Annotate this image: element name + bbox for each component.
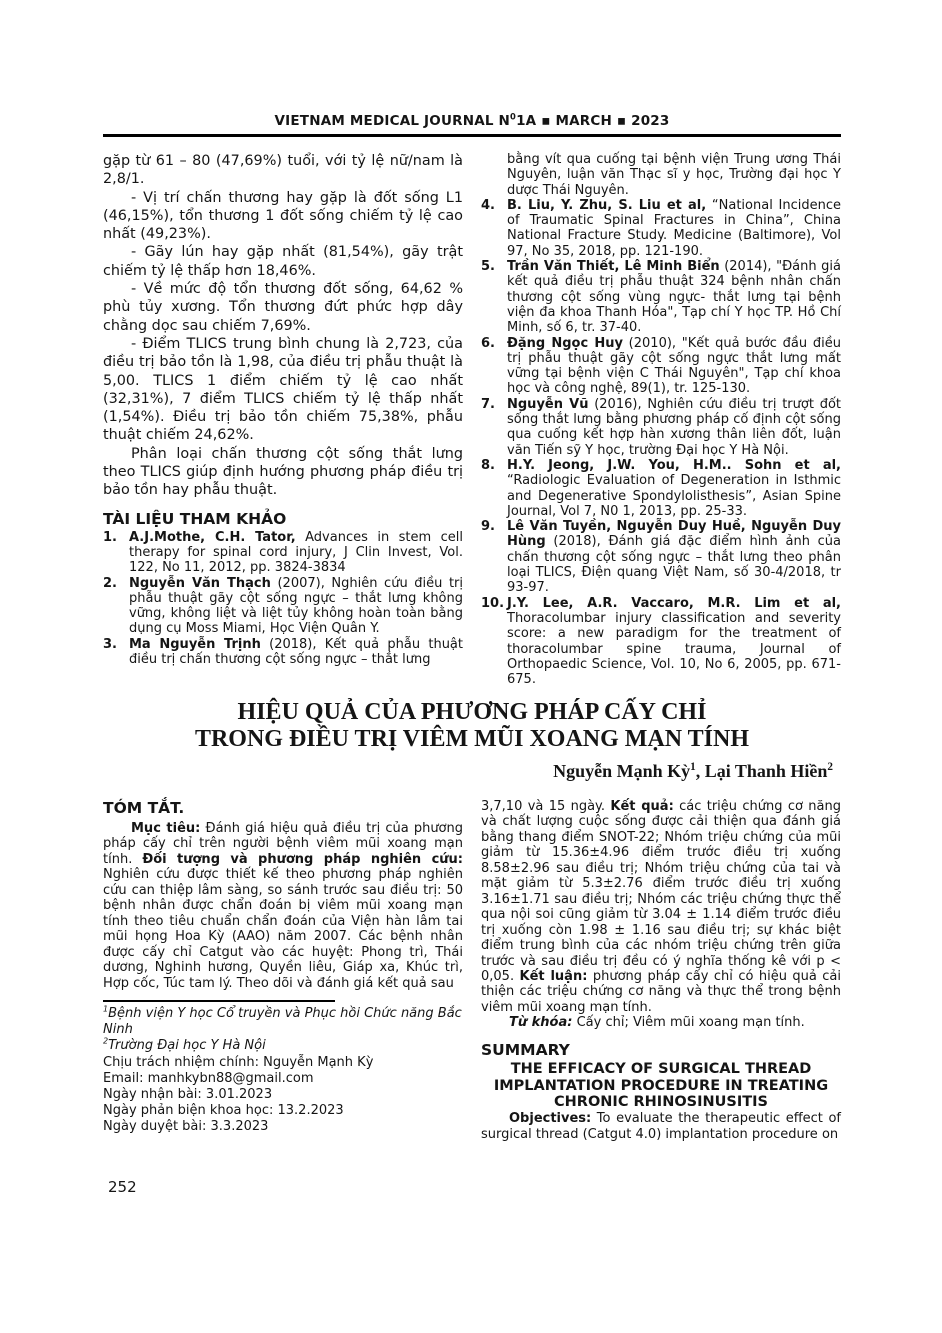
column-right xyxy=(481,799,841,1142)
reference-text: B. Liu, Y. Zhu, S. Liu et al, “National Incidence of Traumatic Spinal Fractures in China”, China National Fracture Study. Medicine (Baltimore), Vol 97, No 35, 2018, pp. 121-190. xyxy=(507,197,842,259)
reference-text: Nguyễn Vũ (2016), Nghiên cứu điều trị trượt đốt sống thắt lưng bằng phương pháp cố định cột sống qua cuống kết hợp hàn xương thân liên đốt, luận văn Tiến sỹ Y học, trường Đại học Y Hà Nội. xyxy=(507,396,841,458)
abstract-vi-part1: Mục tiêu: Đánh giá hiệu quả điều trị của phương pháp cấy chỉ trên người bệnh viêm mũi xoang mạn tính. Đối tượng và phương pháp nghiên cứu: Nghiên cứu được thiết kế theo phương pháp nghiên cứu can thiệp lâm sàng, so sánh trước sau điều trị: 50 bệnh nhân được chẩn đoán bị viêm mũi xoang mạn tính theo tiêu chuẩn chẩn đoán của Viện hàn lâm tai mũi họng Hoa Kỳ (AAO) năm 2007. Các bệnh nhân được cấy chỉ Catgut vào các huyệt: Phong trì, Thái dương, Nghinh hương, Quyền liêu, Giáp xa, Khúc trì, Hợp cốc, Túc tam lý. Theo dõi và đánh giá kết quả sau xyxy=(103,821,463,991)
references-heading: TÀI LIỆU THAM KHẢO xyxy=(103,509,287,528)
references-section xyxy=(103,152,841,687)
reference-text: Trần Văn Thiết, Lê Minh Biển (2014), "Đánh giá kết quả điều trị phẫu thuật 324 bệnh nhân chấn thương cột sống vùng ngực- thắt lưng tại bệnh viện đa khoa Thanh Hóa", Tạp chí Y học TP. Hồ Chí Minh, số 6, tr. 37-40. xyxy=(507,259,841,336)
reference-text: Đặng Ngọc Huy (2010), "Kết quả bước đầu điều trị phẫu thuật gãy cột sống ngực thắt lưng mất vững tại bệnh viện C Thái Nguyên", Tạp chí khoa học và công nghệ, 89(1), tr. 125-130. xyxy=(507,335,841,397)
reference-number: 8. xyxy=(481,457,495,473)
reference-number: 3. xyxy=(103,636,117,652)
summary-title-en: THE EFFICACY OF SURGICAL THREAD IMPLANTATION PROCEDURE IN TREATING CHRONIC RHINOSINUSITIS xyxy=(493,1060,829,1111)
reference-item xyxy=(481,397,841,458)
paragraph: - Về mức độ tổn thương đốt sống, 64,62 % phù tủy xương. Tổn thương đứt phức hợp dây chằng dọc sau chiếm 7,69%. xyxy=(103,281,463,334)
reference-item xyxy=(103,530,463,576)
abstract-section xyxy=(103,799,841,1142)
reference-item xyxy=(481,336,841,397)
footnote-accepted-date: Ngày duyệt bài: 3.3.2023 xyxy=(103,1119,269,1135)
column-left xyxy=(103,152,463,687)
abstract-vi-part2: 3,7,10 và 15 ngày. Kết quả: các triệu chứng cơ năng và chất lượng cuộc sống được cải thiện qua đánh giá bằng thang điểm SNOT-22; Nhóm triệu chứng của mũi giảm từ 15.36±4.96 điểm trước điều trị xuống 8.58±2.96 sau điều trị; Nhóm triệu chứng của tai và mặt giảm từ 5.3±2.76 điểm trước điều trị xuống 3.16±1.71 sau điều trị; Nhóm các triệu chứng thực thể qua nội soi cũng giảm từ 3.04 ± 1.14 điểm trước điều trị xuống còn 1.98 ± 1.16 sau điều trị; sự khác biệt điểm trung bình của các nhóm triệu chứng trên giữa trước và sau điều trị đều có ý nghĩa thống kê với p < 0,05. Kết luận: phương pháp cấy chỉ có hiệu quả cải thiện các triệu chứng cơ năng và thực thể trong bệnh viêm mũi xoang mạn tính. xyxy=(481,799,842,1015)
reference-text: Lê Văn Tuyền, Nguyễn Duy Huề, Nguyễn Duy Hùng (2018), Đánh giá đặc điểm hình ảnh của chấn thương cột sống ngực – thắt lưng theo phân loại TLICS, Điện quang Việt Nam, số 30-4/2018, tr 93-97. xyxy=(507,519,841,596)
abstract-en: Objectives: To evaluate the therapeutic effect of surgical thread (Catgut 4.0) implantation procedure on xyxy=(481,1111,841,1142)
article-title xyxy=(103,699,841,753)
article-title-line2: TRONG ĐIỀU TRỊ VIÊM MŨI XOANG MẠN TÍNH xyxy=(194,726,750,752)
reference-item xyxy=(103,637,463,668)
reference-text: H.Y. Jeong, J.W. You, H.M.. Sohn et al, “Radiologic Evaluation of Degeneration in Isthmic and Degenerative Spondylolisthesis”, Asian Spine Journal, Vol 7, N0 1, 2013, pp. 25-33. xyxy=(507,457,841,519)
reference-number: 4. xyxy=(481,197,495,213)
abstract-heading-vi: TÓM TẮT. xyxy=(103,799,185,817)
paragraph: - Gãy lún hay gặp nhất (81,54%), gãy trật chiếm tỷ lệ thấp hơn 18,46%. xyxy=(103,244,463,279)
footnote-affiliation-1: $^1$Bệnh viện Y học Cổ truyền và Phục hồi Chức năng Bắc Ninh xyxy=(103,1004,462,1038)
paragraph: - Điểm TLICS trung bình chung là 2,723, của điều trị bảo tồn là 1,98, của điều trị phẫu thuật là 5,00. TLICS 1 điểm chiếm tỷ lệ cao nhất (32,31%), 7 điểm TLICS chiếm tỷ lệ thấp nhất (1,54%). Điều trị bảo tồn chiếm 75,38%, phẫu thuật chiếm 24,62%. xyxy=(103,335,463,444)
column-right xyxy=(481,152,841,687)
reference-number: 9. xyxy=(481,519,495,535)
reference-item xyxy=(481,458,841,519)
page-number: 252 xyxy=(108,1178,137,1196)
reference-number: 6. xyxy=(481,335,495,351)
paragraph: - Vị trí chấn thương hay gặp là đốt sống L1 (46,15%), tổn thương 1 đốt sống chiếm tỷ lệ cao nhất (49,23%). xyxy=(103,189,463,243)
footnote-block xyxy=(103,1000,463,1136)
summary-heading: SUMMARY xyxy=(481,1040,570,1059)
reference-text: A.J.Mothe, C.H. Tator, Advances in stem cell therapy for spinal cord injury, J Clin Invest, Vol. 122, No 11, 2012, pp. 3824-3834 xyxy=(129,529,463,576)
footnote-affiliation-2: $^2$Trường Đại học Y Hà Nội xyxy=(103,1037,266,1054)
footnote-review-date: Ngày phản biện khoa học: 13.2.2023 xyxy=(103,1103,344,1119)
footnote-rule xyxy=(103,1000,335,1002)
reference-item xyxy=(481,198,841,259)
reference-item xyxy=(103,576,463,637)
paragraph: Phân loại chấn thương cột sống thắt lưng theo TLICS giúp định hướng phương pháp điều trị bảo tồn hay phẫu thuật. xyxy=(103,445,463,499)
reference-number: 1. xyxy=(103,529,117,545)
reference-text: Nguyễn Văn Thạch (2007), Nghiên cứu điều trị phẫu thuật gãy cột sống ngực – thắt lưng không vững, không liệt và liệt tủy không hoàn toàn bằng dụng cụ Moss Miami, Học Viện Quân Y. xyxy=(129,575,464,637)
reference-number: 10. xyxy=(481,595,505,611)
footnote-email: Email: manhkybn88@gmail.com xyxy=(103,1070,314,1086)
reference-text: J.Y. Lee, A.R. Vaccaro, M.R. Lim et al, Thoracolumbar injury classification and severity score: a new paradigm for the treatment of thoracolumbar spine trauma, Journal of Orthopaedic Science, Vol. 10, No 6, 2005, pp. 671-675. xyxy=(507,595,841,688)
reference-number: 7. xyxy=(481,396,495,412)
reference-continuation: bằng vít qua cuống tại bệnh viện Trung ương Thái Nguyên, luận văn Thạc sĩ y học, Trường đại học Y dược Thái Nguyên. xyxy=(507,152,841,198)
footnote-received-date: Ngày nhận bài: 3.01.2023 xyxy=(103,1087,273,1102)
reference-number: 5. xyxy=(481,259,495,275)
reference-item xyxy=(481,259,841,335)
reference-item xyxy=(481,519,841,595)
reference-text: Ma Nguyễn Trịnh (2018), Kết quả phẫu thuật điều trị chấn thương cột sống ngực – thắt lưng xyxy=(129,636,463,668)
paragraph: gặp từ 61 – 80 (47,69%) tuổi, với tỷ lệ nữ/nam là 2,8/1. xyxy=(103,153,463,188)
running-head xyxy=(103,113,841,137)
reference-item xyxy=(481,596,841,688)
article-title-line1: HIỆU QUẢ CỦA PHƯƠNG PHÁP CẤY CHỈ xyxy=(237,699,707,725)
reference-number: 2. xyxy=(103,575,117,591)
column-left xyxy=(103,799,463,1142)
journal-title: VIETNAM MEDICAL JOURNAL $N^01A$ ▪ MARCH ▪ 2023 xyxy=(274,111,670,129)
footnote-corresponding-author: Chịu trách nhiệm chính: Nguyễn Mạnh Kỳ xyxy=(103,1054,374,1070)
authors-line: Nguyễn Mạnh Kỳ$^1$, Lại Thanh Hiền$^2$ xyxy=(553,761,833,781)
keywords-line: Từ khóa: Cấy chỉ; Viêm mũi xoang mạn tính. xyxy=(509,1015,805,1031)
